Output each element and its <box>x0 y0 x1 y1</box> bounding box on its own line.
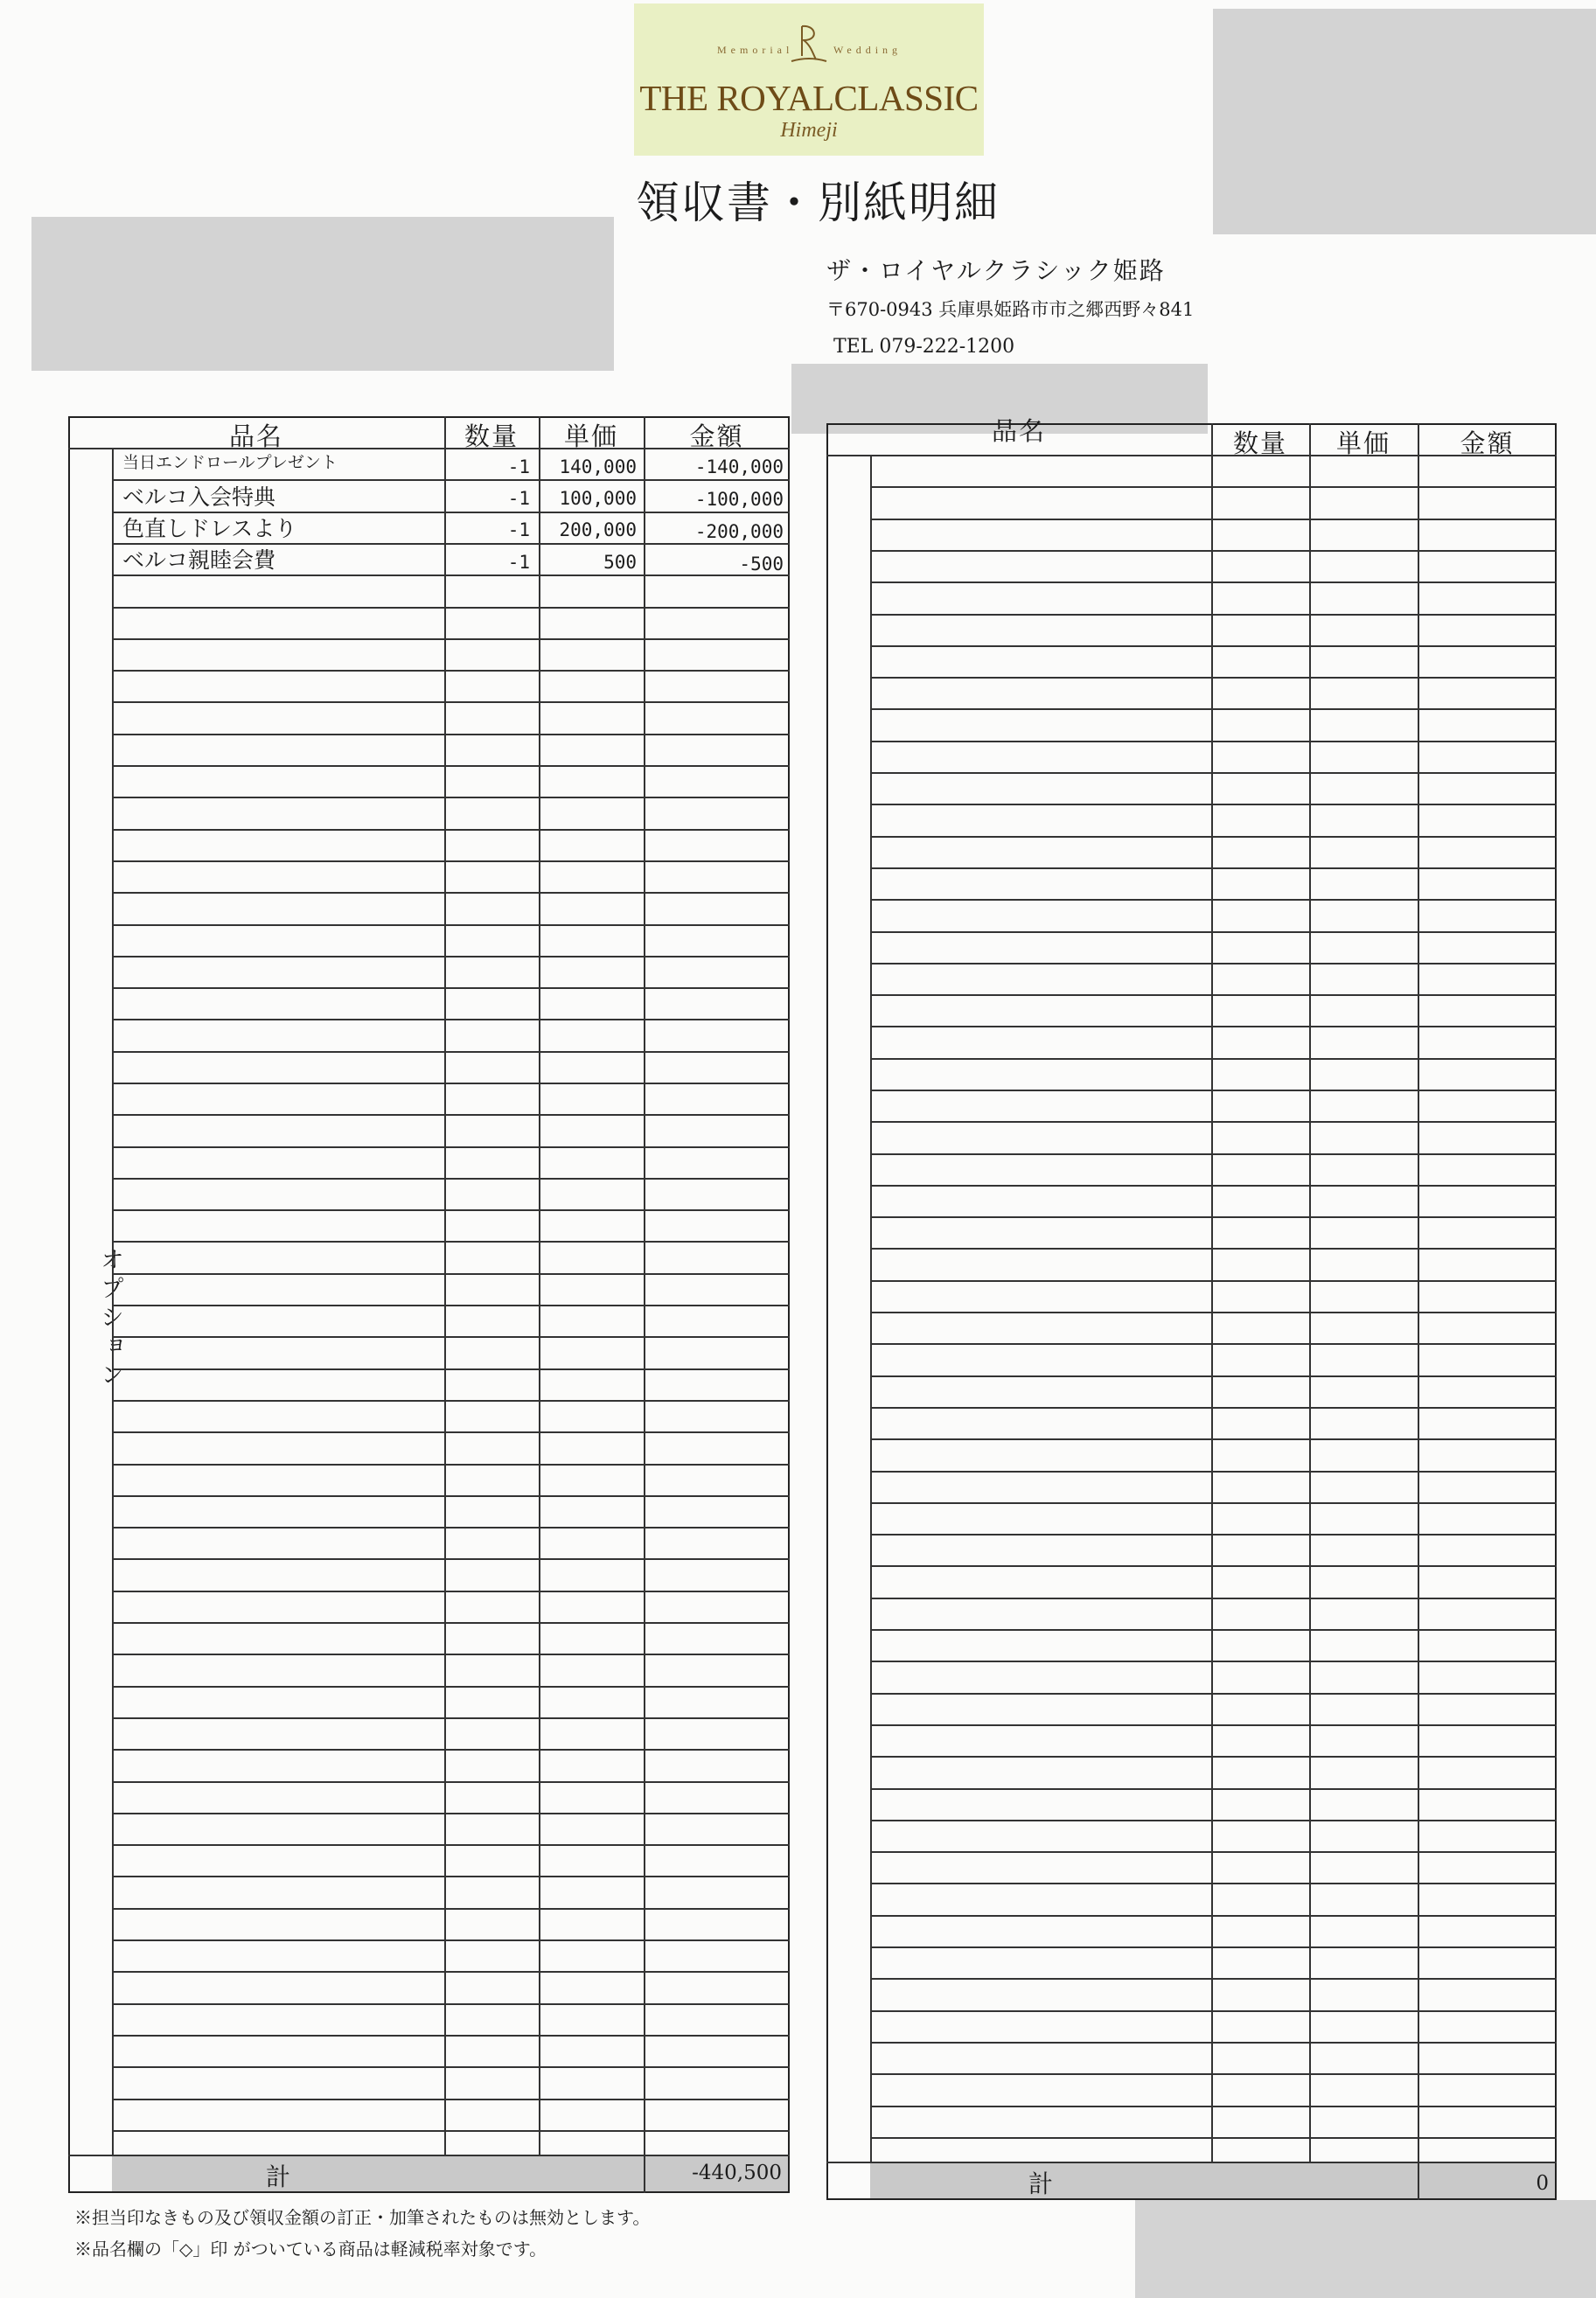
row-divider <box>112 797 790 798</box>
logo-tag-right: Wedding <box>833 44 903 56</box>
header-quantity: 数量 <box>1232 428 1287 458</box>
row-divider <box>112 1622 790 1624</box>
header-divider <box>68 448 790 449</box>
row-divider <box>870 899 1557 901</box>
total-value: 0 <box>1536 2172 1549 2195</box>
company-tel: TEL 079-222-1200 <box>833 336 1015 358</box>
row-divider <box>112 1495 790 1497</box>
row-2-amount: -100,000 <box>694 489 784 510</box>
row-divider <box>112 765 790 767</box>
row-divider <box>112 2066 790 2068</box>
row-divider <box>870 708 1557 710</box>
detail-table-right <box>826 416 1557 2200</box>
row-divider <box>112 1273 790 1275</box>
row-divider <box>112 1464 790 1466</box>
company-address: 〒670-0943 兵庫県姫路市市之郷西野々841 <box>826 299 1195 320</box>
column-divider <box>1418 423 1419 2162</box>
total-divider <box>68 2155 790 2156</box>
row-divider <box>870 772 1557 774</box>
row-divider <box>870 1026 1557 1027</box>
row-divider <box>870 1629 1557 1631</box>
column-divider <box>1309 423 1311 2162</box>
row-divider <box>870 1756 1557 1758</box>
column-divider <box>1211 423 1213 2162</box>
row-divider <box>870 1153 1557 1155</box>
row-divider <box>112 1400 790 1402</box>
row-divider <box>112 574 790 576</box>
row-3-price: 200,000 <box>559 519 637 540</box>
redacted-block-top-right <box>1213 9 1596 234</box>
row-divider <box>870 614 1557 616</box>
row-divider <box>112 956 790 958</box>
row-divider <box>870 677 1557 679</box>
redacted-block-left <box>31 217 614 371</box>
row-4-name: ベルコ親睦会費 <box>122 547 276 573</box>
row-divider <box>112 1749 790 1751</box>
row-divider <box>870 550 1557 552</box>
row-4-price: 500 <box>603 552 637 573</box>
row-divider <box>112 1114 790 1116</box>
header-divider <box>826 455 1557 456</box>
row-divider <box>870 1883 1557 1884</box>
header-unit-price: 単価 <box>563 421 618 451</box>
row-divider <box>870 486 1557 488</box>
row-divider <box>112 1209 790 1211</box>
row-2-qty: -1 <box>507 488 530 509</box>
row-divider <box>870 1312 1557 1313</box>
row-divider <box>112 512 790 513</box>
row-divider <box>870 645 1557 647</box>
row-divider <box>870 1598 1557 1599</box>
row-divider <box>112 1241 790 1243</box>
row-divider <box>870 2042 1557 2044</box>
row-1-name: 当日エンドロールプレゼント <box>122 453 338 472</box>
row-divider <box>870 1280 1557 1282</box>
row-divider <box>870 1375 1557 1377</box>
row-divider <box>112 1019 790 1020</box>
row-divider <box>870 867 1557 869</box>
row-divider <box>112 1844 790 1846</box>
detail-table-left <box>68 416 790 2193</box>
row-3-amount: -200,000 <box>694 521 784 542</box>
row-1-price: 140,000 <box>559 456 637 477</box>
row-divider <box>870 1915 1557 1917</box>
row-divider <box>112 1813 790 1814</box>
row-divider <box>112 607 790 609</box>
total-label: 計 <box>265 2162 290 2191</box>
row-divider <box>870 804 1557 805</box>
section-label-option: オプション <box>96 1247 123 1391</box>
row-divider <box>870 519 1557 520</box>
row-divider <box>112 2130 790 2132</box>
row-4-amount: -500 <box>739 554 784 574</box>
total-label: 計 <box>1028 2169 1053 2198</box>
header-unit-price: 単価 <box>1335 428 1390 458</box>
row-divider <box>870 1724 1557 1726</box>
redacted-block-bottom-right <box>1135 2200 1596 2298</box>
row-divider <box>112 1146 790 1148</box>
row-4-qty: -1 <box>507 552 530 573</box>
row-2-price: 100,000 <box>559 488 637 509</box>
row-1-amount: -140,000 <box>694 456 784 477</box>
row-divider <box>112 701 790 703</box>
row-divider <box>112 1908 790 1910</box>
row-divider <box>112 543 790 545</box>
row-divider <box>870 1502 1557 1504</box>
row-divider <box>112 1527 790 1529</box>
row-3-qty: -1 <box>507 519 530 540</box>
row-divider <box>870 1090 1557 1091</box>
section-column-divider <box>870 455 872 2162</box>
row-divider <box>112 1051 790 1053</box>
total-column-divider <box>644 2155 645 2193</box>
header-amount: 金額 <box>689 421 744 451</box>
row-divider <box>112 892 790 894</box>
row-divider <box>112 1368 790 1370</box>
row-divider <box>870 1248 1557 1250</box>
column-divider <box>644 416 645 2155</box>
logo-brand: THE ROYALCLASSIC <box>639 78 979 118</box>
row-divider <box>870 2073 1557 2075</box>
row-divider <box>112 1781 790 1783</box>
row-divider <box>112 1654 790 1655</box>
row-divider <box>112 1305 790 1306</box>
row-divider <box>870 1058 1557 1060</box>
row-divider <box>870 1534 1557 1535</box>
row-divider <box>870 2137 1557 2139</box>
row-divider <box>112 2003 790 2005</box>
row-divider <box>870 1343 1557 1345</box>
row-divider <box>112 1686 790 1688</box>
row-divider <box>870 1407 1557 1409</box>
row-divider <box>112 1431 790 1433</box>
row-divider <box>870 2106 1557 2107</box>
row-divider <box>112 1336 790 1338</box>
row-divider <box>870 581 1557 583</box>
row-divider <box>112 2035 790 2037</box>
row-divider <box>112 1717 790 1719</box>
row-divider <box>112 670 790 672</box>
header-amount: 金額 <box>1460 428 1515 458</box>
row-divider <box>870 1565 1557 1567</box>
row-divider <box>112 860 790 862</box>
header-item-name: 品名 <box>228 421 283 451</box>
logo-tag-left: Memorial <box>717 44 794 56</box>
logo-city: Himeji <box>780 119 838 142</box>
row-divider <box>870 1946 1557 1948</box>
row-divider <box>112 1558 790 1560</box>
row-divider <box>112 2099 790 2100</box>
row-divider <box>870 994 1557 996</box>
row-divider <box>870 1661 1557 1662</box>
row-divider <box>870 1788 1557 1790</box>
row-divider <box>112 1178 790 1180</box>
header-quantity: 数量 <box>463 421 519 451</box>
row-divider <box>112 829 790 831</box>
row-divider <box>112 924 790 926</box>
column-divider <box>444 416 446 2155</box>
row-divider <box>870 1216 1557 1218</box>
row-divider <box>870 963 1557 964</box>
row-divider <box>112 1939 790 1941</box>
section-column-divider <box>112 448 114 2155</box>
row-divider <box>112 638 790 640</box>
note-invalid-corrections: ※担当印なきもの及び領収金額の訂正・加筆されたものは無効とします。 <box>74 2207 651 2228</box>
row-1-qty: -1 <box>507 456 530 477</box>
column-divider <box>539 416 540 2155</box>
document-title: 領収書・別紙明細 <box>636 178 1000 228</box>
company-logo <box>634 3 984 156</box>
row-divider <box>870 1121 1557 1123</box>
row-divider <box>870 741 1557 742</box>
row-2-name: ベルコ入会特典 <box>122 484 276 510</box>
row-divider <box>870 836 1557 838</box>
row-divider <box>112 1971 790 1973</box>
row-divider <box>870 1851 1557 1853</box>
row-divider <box>870 1438 1557 1440</box>
company-name: ザ・ロイヤルクラシック姫路 <box>826 256 1166 285</box>
header-item-name: 品名 <box>991 416 1046 446</box>
row-divider <box>870 2010 1557 2012</box>
row-divider <box>870 1978 1557 1980</box>
row-divider <box>870 1471 1557 1473</box>
row-divider <box>112 479 790 481</box>
row-divider <box>870 1185 1557 1187</box>
note-reduced-tax: ※品名欄の「◇」印 がついている商品は軽減税率対象です。 <box>74 2239 547 2260</box>
total-divider <box>826 2162 1557 2163</box>
total-column-divider <box>1418 2162 1419 2200</box>
row-divider <box>112 1591 790 1592</box>
row-divider <box>112 1083 790 1084</box>
total-value: -440,500 <box>692 2162 782 2184</box>
row-3-name: 色直しドレスより <box>122 516 297 541</box>
row-divider <box>870 931 1557 933</box>
row-divider <box>112 987 790 989</box>
row-divider <box>870 1693 1557 1695</box>
row-divider <box>870 1820 1557 1821</box>
row-divider <box>112 734 790 735</box>
logo-emblem-icon <box>790 21 828 68</box>
row-divider <box>112 1876 790 1877</box>
